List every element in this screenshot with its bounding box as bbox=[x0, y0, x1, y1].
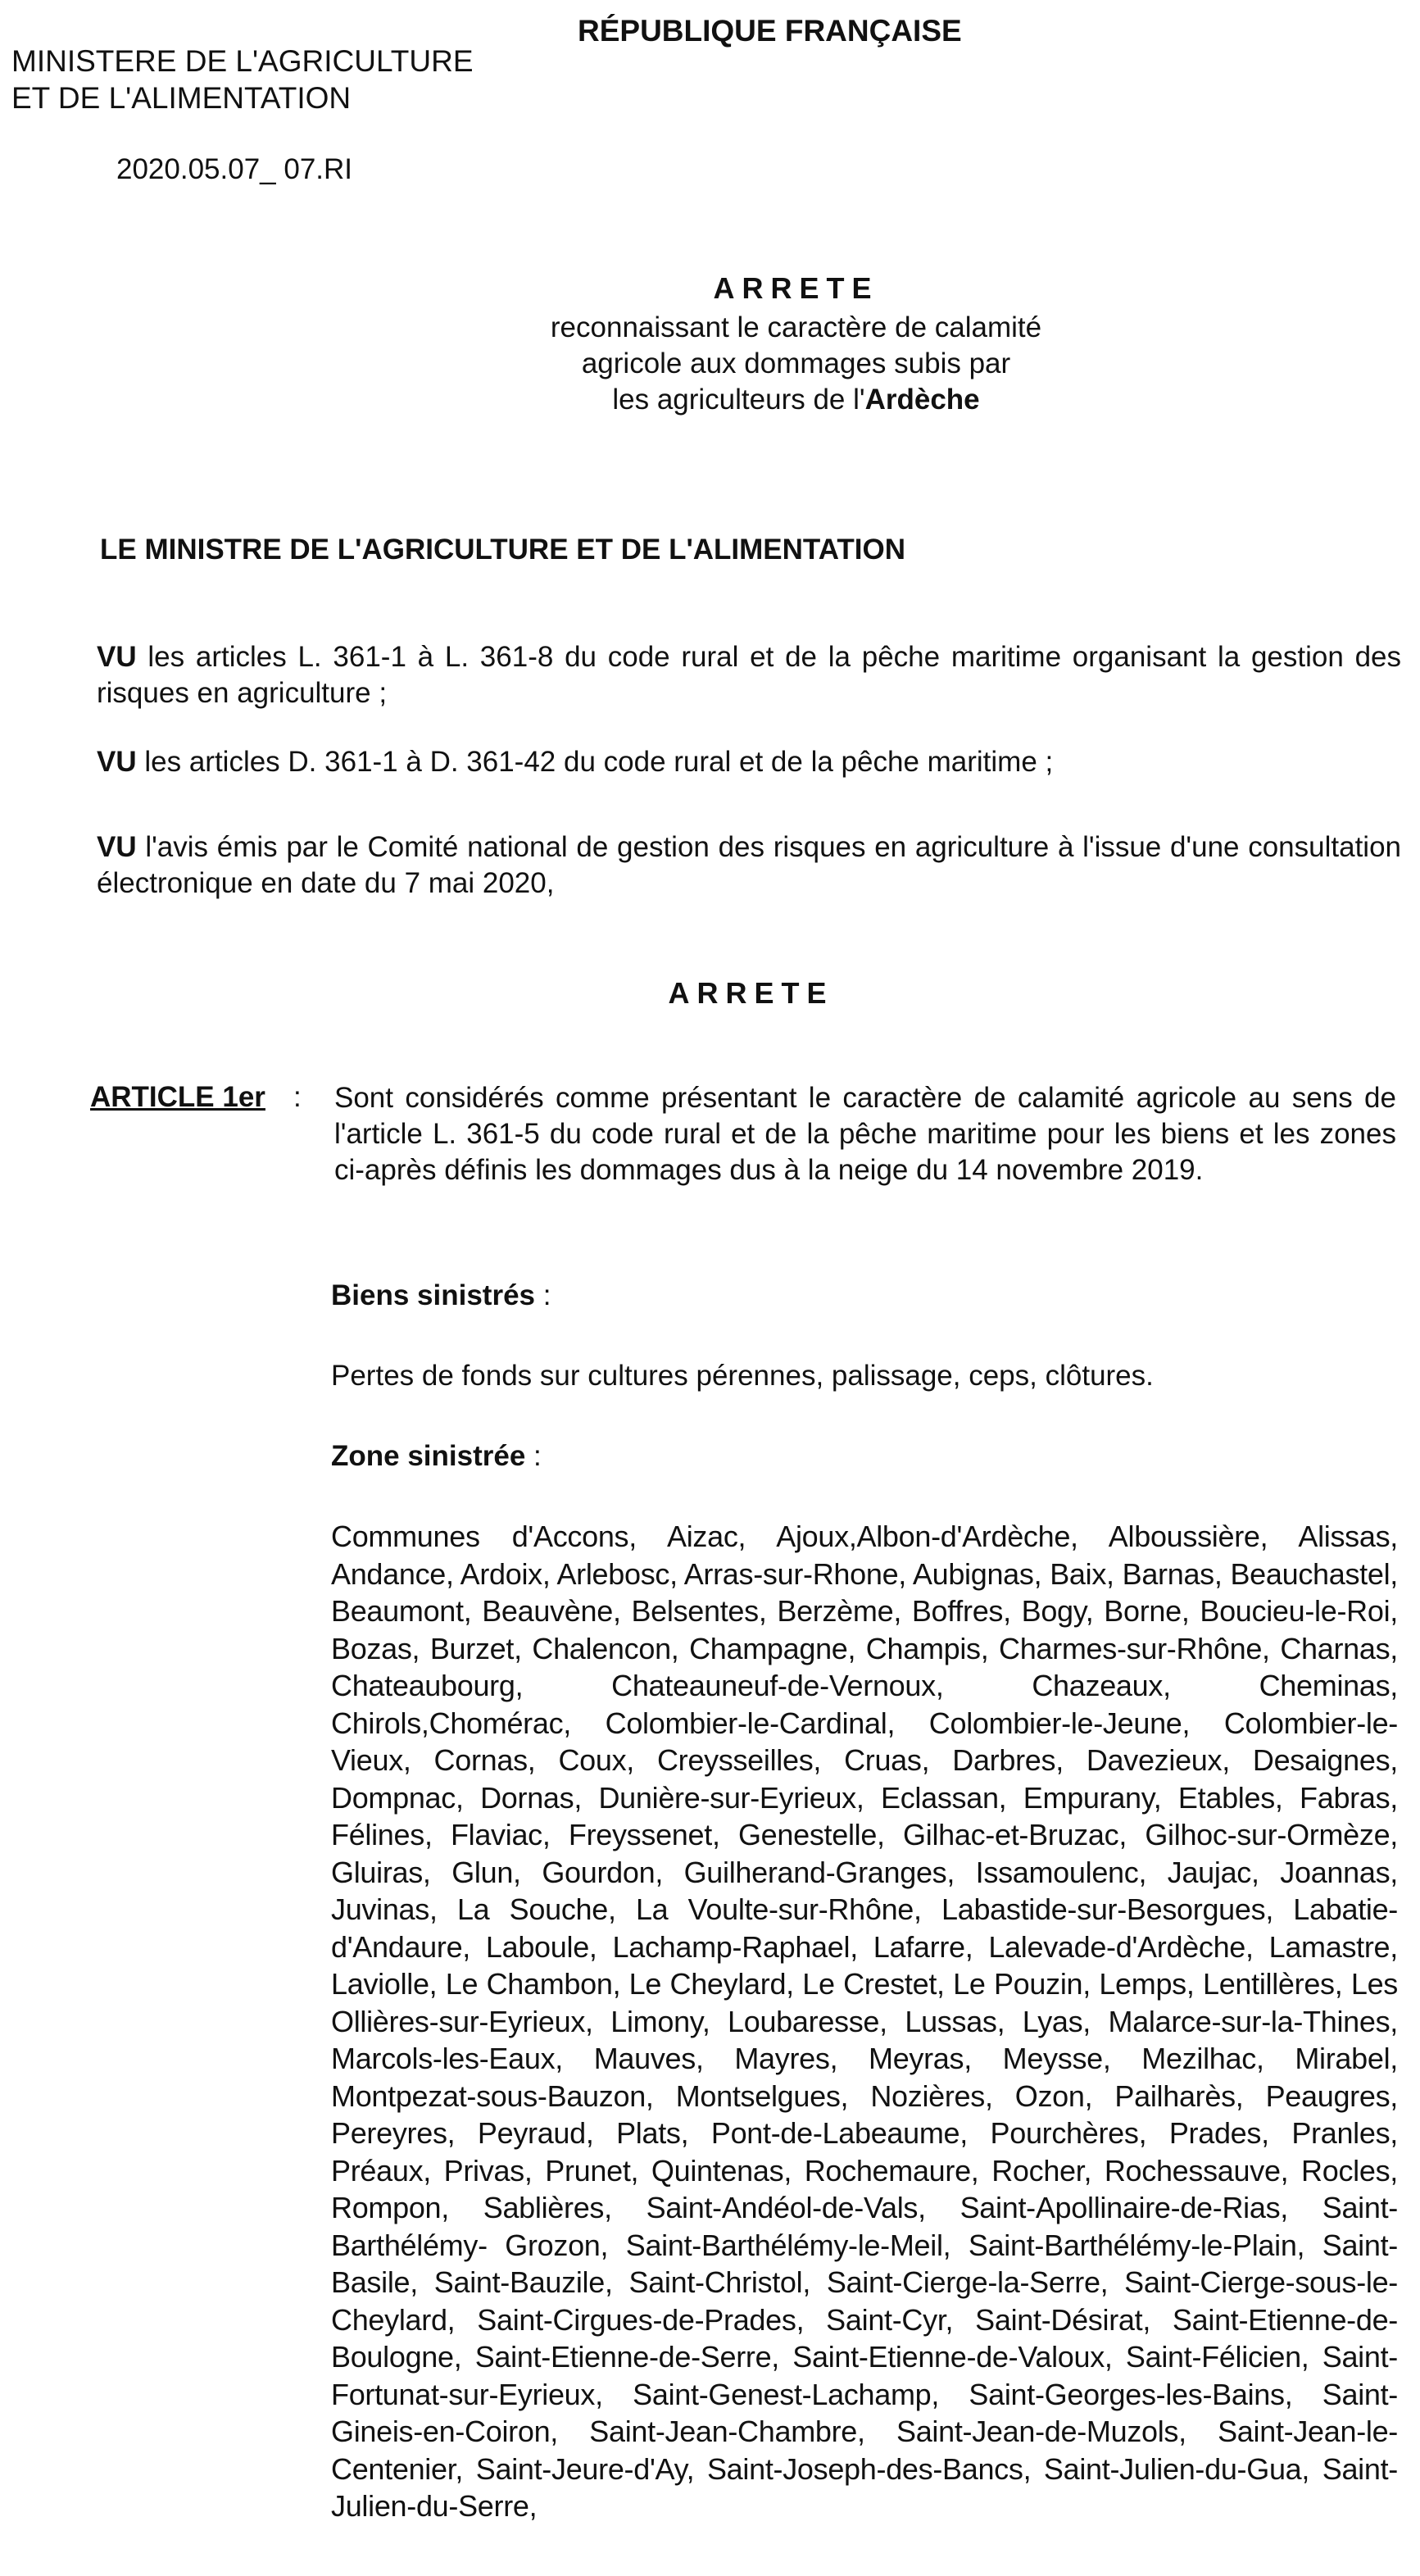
zone-sinistree-heading bbox=[331, 1439, 542, 1474]
visa-text: les articles D. 361-1 à D. 361-42 du code rural et de la pêche maritime ; bbox=[144, 746, 1054, 778]
article-label: ARTICLE 1er bbox=[90, 1081, 265, 1113]
subtitle-line-2: agricole aux dommages subis par bbox=[581, 348, 1011, 379]
subtitle-line-3-prefix: les agriculteurs de l' bbox=[612, 384, 865, 416]
biens-sinistres-text: Pertes de fonds sur cultures pérennes, palissage, ceps, clôtures. bbox=[331, 1360, 1154, 1392]
visa-keyword: VU bbox=[97, 641, 137, 673]
article-text: Sont considérés comme présentant le caractère de calamité agricole au sens de l'article L. 361-5 du code rural et de la pêche maritime pour les biens et les zones ci-après définis les dommages dus à la neige du 14 novembre 2019. bbox=[334, 1082, 1396, 1186]
decision-heading: ARRETE bbox=[668, 976, 834, 1010]
visa-keyword: VU bbox=[97, 746, 137, 778]
biens-colon: : bbox=[535, 1279, 551, 1311]
visa-paragraph-1 bbox=[97, 639, 1401, 711]
republic-header: RÉPUBLIQUE FRANÇAISE bbox=[578, 14, 962, 48]
zone-label: Zone sinistrée bbox=[331, 1440, 526, 1472]
visa-keyword: VU bbox=[97, 831, 137, 863]
subtitle-line-1: reconnaissant le caractère de calamité bbox=[550, 311, 1042, 343]
visa-text: les articles L. 361-1 à L. 361-8 du code rural et de la pêche maritime organisant la gestion des risques en agriculture ; bbox=[97, 641, 1401, 709]
visa-paragraph-3 bbox=[97, 829, 1401, 902]
arrete-heading: ARRETE bbox=[713, 271, 879, 305]
communes-list: Communes d'Accons, Aizac, Ajoux,Albon-d'Ardèche, Alboussière, Alissas, Andance, Ardoix, Arlebosc, Arras-sur-Rhone, Aubignas, Baix, Barnas, Beauchastel, Beaumont, Beauvène, Belsentes, Berzème, Boffres, Bogy, Borne, Boucieu-le-Roi, Bozas, Burzet, Chalencon, Champagne, Champis, Charmes-sur-Rhône, Charnas, Chateaubourg, Chateauneuf-de-Vernoux, Chazeaux, Cheminas, Chirols,Chomérac, Colombier-le-Cardinal, Colombier-le-Jeune, Colombier-le-Vieux, Cornas, Coux, Creysseilles, Cruas, Darbres, Davezieux, Desaignes, Dompnac, Dornas, Dunière-sur-Eyrieux, Eclassan, Empurany, Etables, Fabras, Félines, Flaviac, Freyssenet, Genestelle, Gilhac-et-Bruzac, Gilhoc-sur-Ormèze, Gluiras, Glun, Gourdon, Guilherand-Granges, Issamoulenc, Jaujac, Joannas, Juvinas, La Souche, La Voulte-sur-Rhône, Labastide-sur-Besorgues, Labatie-d'Andaure, Laboule, Lachamp-Raphael, Lafarre, Lalevade-d'Ardèche, Lamastre, Laviolle, Le Chambon, Le Cheylard, Le Crestet, Le Pouzin, Lemps, Lentillères, Les Ollières-sur-Eyrieux, Limony, Loubaresse, Lussas, Lyas, Malarce-sur-la-Thines, Marcols-les-Eaux, Mauves, Mayres, Meyras, Meysse, Mezilhac, Mirabel, Montpezat-sous-Bauzon, Montselgues, Nozières, Ozon, Pailharès, Peaugres, Pereyres, Peyraud, Plats, Pont-de-Labeaume, Pourchères, Prades, Pranles, Préaux, Privas, Prunet, Quintenas, Rochemaure, Rocher, Rochessauve, Rocles, Rompon, Sablières, Saint-Andéol-de-Vals, Saint-Apollinaire-de-Rias, Saint-Barthélémy- Grozon, Saint-Barthélémy-le-Meil, Saint-Barthélémy-le-Plain, Saint-Basile, Saint-Bauzile, Saint-Christol, Saint-Cierge-la-Serre, Saint-Cierge-sous-le-Cheylard, Saint-Cirgues-de-Prades, Saint-Cyr, Saint-Désirat, Saint-Etienne-de-Boulogne, Saint-Etienne-de-Serre, Saint-Etienne-de-Valoux, Saint-Félicien, Saint-Fortunat-sur-Eyrieux, Saint-Genest-Lachamp, Saint-Georges-les-Bains, Saint-Gineis-en-Coiron, Saint-Jean-Chambre, Saint-Jean-de-Muzols, Saint-Jean-le-Centenier, Saint-Jeure-d'Ay, Saint-Joseph-des-Bancs, Saint-Julien-du-Gua, Saint-Julien-du-Serre, bbox=[331, 1520, 1398, 2523]
minister-heading: LE MINISTRE DE L'AGRICULTURE ET DE L'ALIMENTATION bbox=[100, 534, 905, 566]
ministry-line-2: ET DE L'ALIMENTATION bbox=[11, 81, 352, 115]
visa-paragraph-2 bbox=[97, 744, 1401, 780]
ministry-line-1: MINISTERE DE L'AGRICULTURE bbox=[11, 44, 474, 78]
article-colon: : bbox=[293, 1081, 302, 1113]
subtitle-line-3 bbox=[172, 382, 1420, 418]
reference-number: 2020.05.07_ 07.RI bbox=[116, 153, 353, 185]
visa-text: l'avis émis par le Comité national de gestion des risques en agriculture à l'issue d'une consultation électronique en date du 7 mai 2020, bbox=[97, 831, 1401, 899]
biens-sinistres-heading bbox=[331, 1279, 551, 1313]
department-name: Ardèche bbox=[864, 384, 980, 416]
zone-colon: : bbox=[525, 1440, 542, 1472]
decree-subtitle bbox=[0, 310, 1420, 418]
ministry-header bbox=[11, 43, 474, 116]
biens-label: Biens sinistrés bbox=[331, 1279, 535, 1311]
